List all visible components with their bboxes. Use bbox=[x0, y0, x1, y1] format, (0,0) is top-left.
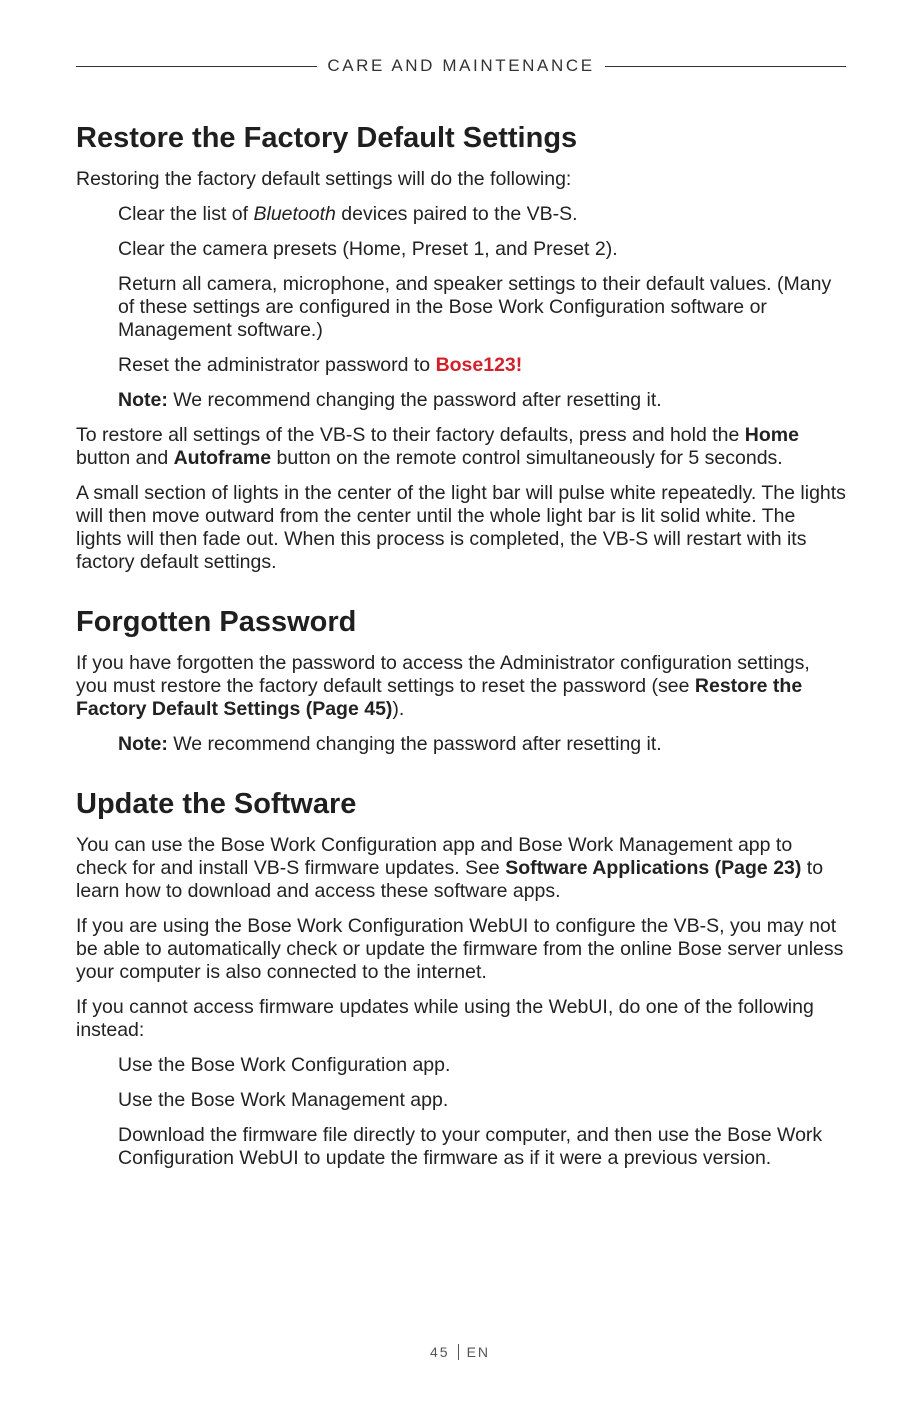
restore-light-description: A small section of lights in the center of the light bar will pulse white repeatedly. The lights will then move outward from the center until the whole light bar is lit solid white. The lights will then fade out. When this process is completed, the VB-S will restart with its factory default settings. bbox=[76, 482, 846, 573]
header-rule-right bbox=[605, 66, 846, 67]
page-footer bbox=[0, 1344, 920, 1360]
forgotten-heading: Forgotten Password bbox=[76, 606, 357, 638]
restore-intro: Restoring the factory default settings will do the following: bbox=[76, 168, 572, 190]
footer-separator bbox=[458, 1344, 459, 1360]
default-password: Bose123! bbox=[435, 354, 523, 376]
restore-item-presets: Clear the camera presets (Home, Preset 1, and Preset 2). bbox=[118, 238, 618, 260]
section-title: CARE AND MAINTENANCE bbox=[327, 56, 595, 75]
page-number: 45 bbox=[429, 1344, 450, 1360]
software-applications-link[interactable]: Software Applications (Page 23) bbox=[505, 857, 802, 879]
update-item-config-app: Use the Bose Work Configuration app. bbox=[118, 1054, 451, 1076]
restore-link[interactable]: Restore the Factory Default Settings (Page 45) bbox=[76, 675, 803, 720]
update-item-management-app: Use the Bose Work Management app. bbox=[118, 1089, 449, 1111]
restore-note: Note: We recommend changing the password after resetting it. bbox=[118, 389, 662, 411]
restore-heading: Restore the Factory Default Settings bbox=[76, 122, 578, 154]
restore-item-settings: Return all camera, microphone, and speaker settings to their default values. (Many of these settings are configured in the Bose Work Configuration software or Management software.) bbox=[118, 273, 832, 341]
forgotten-note: Note: We recommend changing the password after resetting it. bbox=[118, 733, 662, 755]
language-code: EN bbox=[466, 1344, 491, 1360]
restore-item-bluetooth: Clear the list of Bluetooth devices paired to the VB-S. bbox=[118, 203, 578, 225]
update-paragraph-2: If you are using the Bose Work Configuration WebUI to configure the VB-S, you may not be able to automatically check or update the firmware from the online Bose server unless your computer is also connected to the internet. bbox=[76, 915, 844, 983]
restore-instructions: To restore all settings of the VB-S to their factory defaults, press and hold the Home button and Autoframe button on the remote control simultaneously for 5 seconds. bbox=[76, 424, 799, 469]
page-header bbox=[76, 54, 846, 78]
update-heading: Update the Software bbox=[76, 788, 357, 820]
restore-item-password: Reset the administrator password to Bose123! bbox=[118, 354, 523, 376]
update-paragraph-1: You can use the Bose Work Configuration app and Bose Work Management app to check for and install VB-S firmware updates. See Software Applications (Page 23) to learn how to download and access these software apps. bbox=[76, 834, 824, 902]
update-paragraph-3: If you cannot access firmware updates while using the WebUI, do one of the following instead: bbox=[76, 996, 814, 1041]
page-content bbox=[76, 120, 846, 1182]
header-rule-left bbox=[76, 66, 317, 67]
forgotten-paragraph: If you have forgotten the password to access the Administrator configuration settings, you must restore the factory default settings to reset the password (see Restore the Factory Default Settings (Page 45)). bbox=[76, 652, 810, 720]
update-item-download: Download the firmware file directly to your computer, and then use the Bose Work Configuration WebUI to update the firmware as if it were a previous version. bbox=[118, 1124, 823, 1169]
